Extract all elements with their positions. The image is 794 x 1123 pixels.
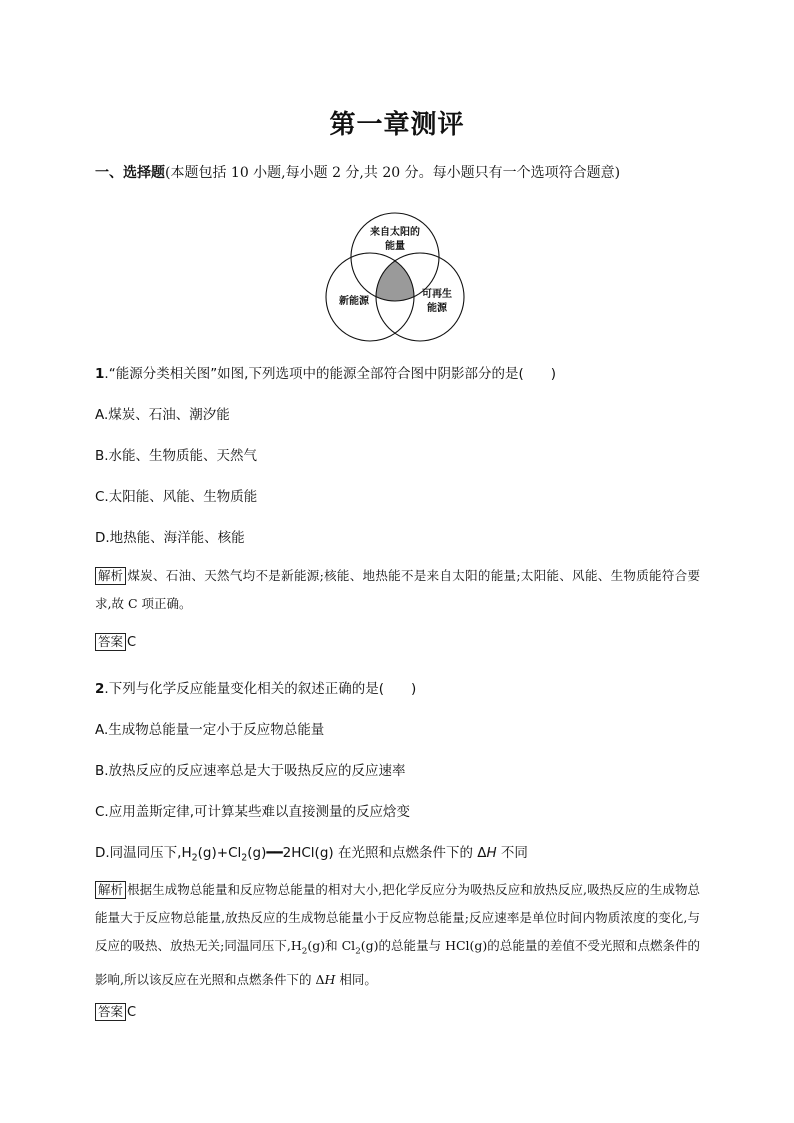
venn-label-solar-2: 能量 [385, 241, 405, 252]
q2-analysis-text-3: (g)的总能量与 HCl(g)的总能量的差值不受光照和点燃条件的影响,所以该反应在光照和点燃条件下的 Δ [95, 938, 700, 987]
q1-answer-value: C [127, 635, 137, 650]
q1-analysis [95, 562, 700, 618]
q2-answer-value: C [127, 1005, 137, 1020]
q2-analysis [95, 876, 700, 994]
q1-option-b: B.水能、生物质能、天然气 [95, 448, 258, 464]
q2-answer [95, 1003, 136, 1021]
q2-answer-tag: 答案 [95, 1003, 126, 1021]
venn-label-renewable-1: 可再生 [422, 289, 452, 300]
q2-d-text-4: 2HCl(g) 在光照和点燃条件下的 Δ [282, 845, 487, 861]
q2-d-text-3: (g) [247, 845, 267, 861]
question-1-stem [95, 362, 556, 382]
q1-analysis-tag: 解析 [95, 567, 126, 585]
page-title: 第一章测评 [329, 110, 465, 140]
q1-option-a: A.煤炭、石油、潮汐能 [95, 407, 230, 423]
q2-analysis-sub-1: 2 [301, 946, 308, 957]
q2-d-text-5: 不同 [496, 845, 528, 861]
q1-answer-tag: 答案 [95, 633, 126, 651]
energy-venn-diagram [320, 205, 470, 345]
q2-d-text-1: D.同温同压下,H [95, 845, 192, 861]
question-2-text: .下列与化学反应能量变化相关的叙述正确的是( ) [104, 681, 417, 697]
q2-d-equals-arrow: ━━ [266, 845, 283, 861]
q2-option-d [95, 841, 528, 864]
venn-label-solar-1: 来自太阳的 [370, 227, 420, 238]
q2-analysis-tag: 解析 [95, 881, 126, 899]
q2-d-enthalpy-symbol: H [486, 845, 497, 861]
q2-option-c: C.应用盖斯定律,可计算某些难以直接测量的反应焓变 [95, 804, 411, 820]
q2-analysis-text-1: 根据生成物总能量和反应物总能量的相对大小,把化学反应分为吸热反应和放热反应,吸热反应的生成物总能量大于反应物总能量,放热反应的生成物总能量小于反应物总能量;反应速率是单位时间内物质浓度的变化,与反应的吸热、放热无关;同温同压下,H [95, 882, 700, 953]
section-label: 一、选择题 [95, 165, 165, 181]
venn-label-renewable-2: 能源 [427, 303, 447, 314]
q1-option-d: D.地热能、海洋能、核能 [95, 530, 245, 546]
q2-d-sub-1: 2 [191, 852, 198, 864]
section-heading [95, 162, 620, 182]
question-1-text: .“能源分类相关图”如图,下列选项中的能源全部符合图中阴影部分的是( ) [104, 366, 557, 382]
q1-answer [95, 633, 136, 651]
q2-analysis-text-2: (g)和 Cl [307, 938, 356, 953]
q2-option-b: B.放热反应的反应速率总是大于吸热反应的反应速率 [95, 763, 406, 779]
question-2-number: 2 [95, 681, 105, 697]
q2-option-a: A.生成物总能量一定小于反应物总能量 [95, 722, 325, 738]
q2-analysis-enthalpy-symbol: H [324, 971, 336, 987]
q2-analysis-sub-2: 2 [355, 946, 361, 957]
question-2-stem [95, 677, 416, 697]
venn-label-new-energy: 新能源 [339, 296, 369, 307]
section-description: (本题包括 10 小题,每小题 2 分,共 20 分。每小题只有一个选项符合题意) [165, 165, 621, 181]
q1-option-c: C.太阳能、风能、生物质能 [95, 489, 258, 505]
q2-d-sub-2: 2 [241, 852, 248, 864]
q2-analysis-text-4: 相同。 [335, 971, 377, 987]
question-1-number: 1 [95, 366, 105, 382]
q1-analysis-text: 煤炭、石油、天然气均不是新能源;核能、地热能不是来自太阳的能量;太阳能、风能、生物质能符合要求,故 C 项正确。 [95, 568, 700, 611]
q2-d-text-2: (g)+Cl [197, 845, 242, 861]
